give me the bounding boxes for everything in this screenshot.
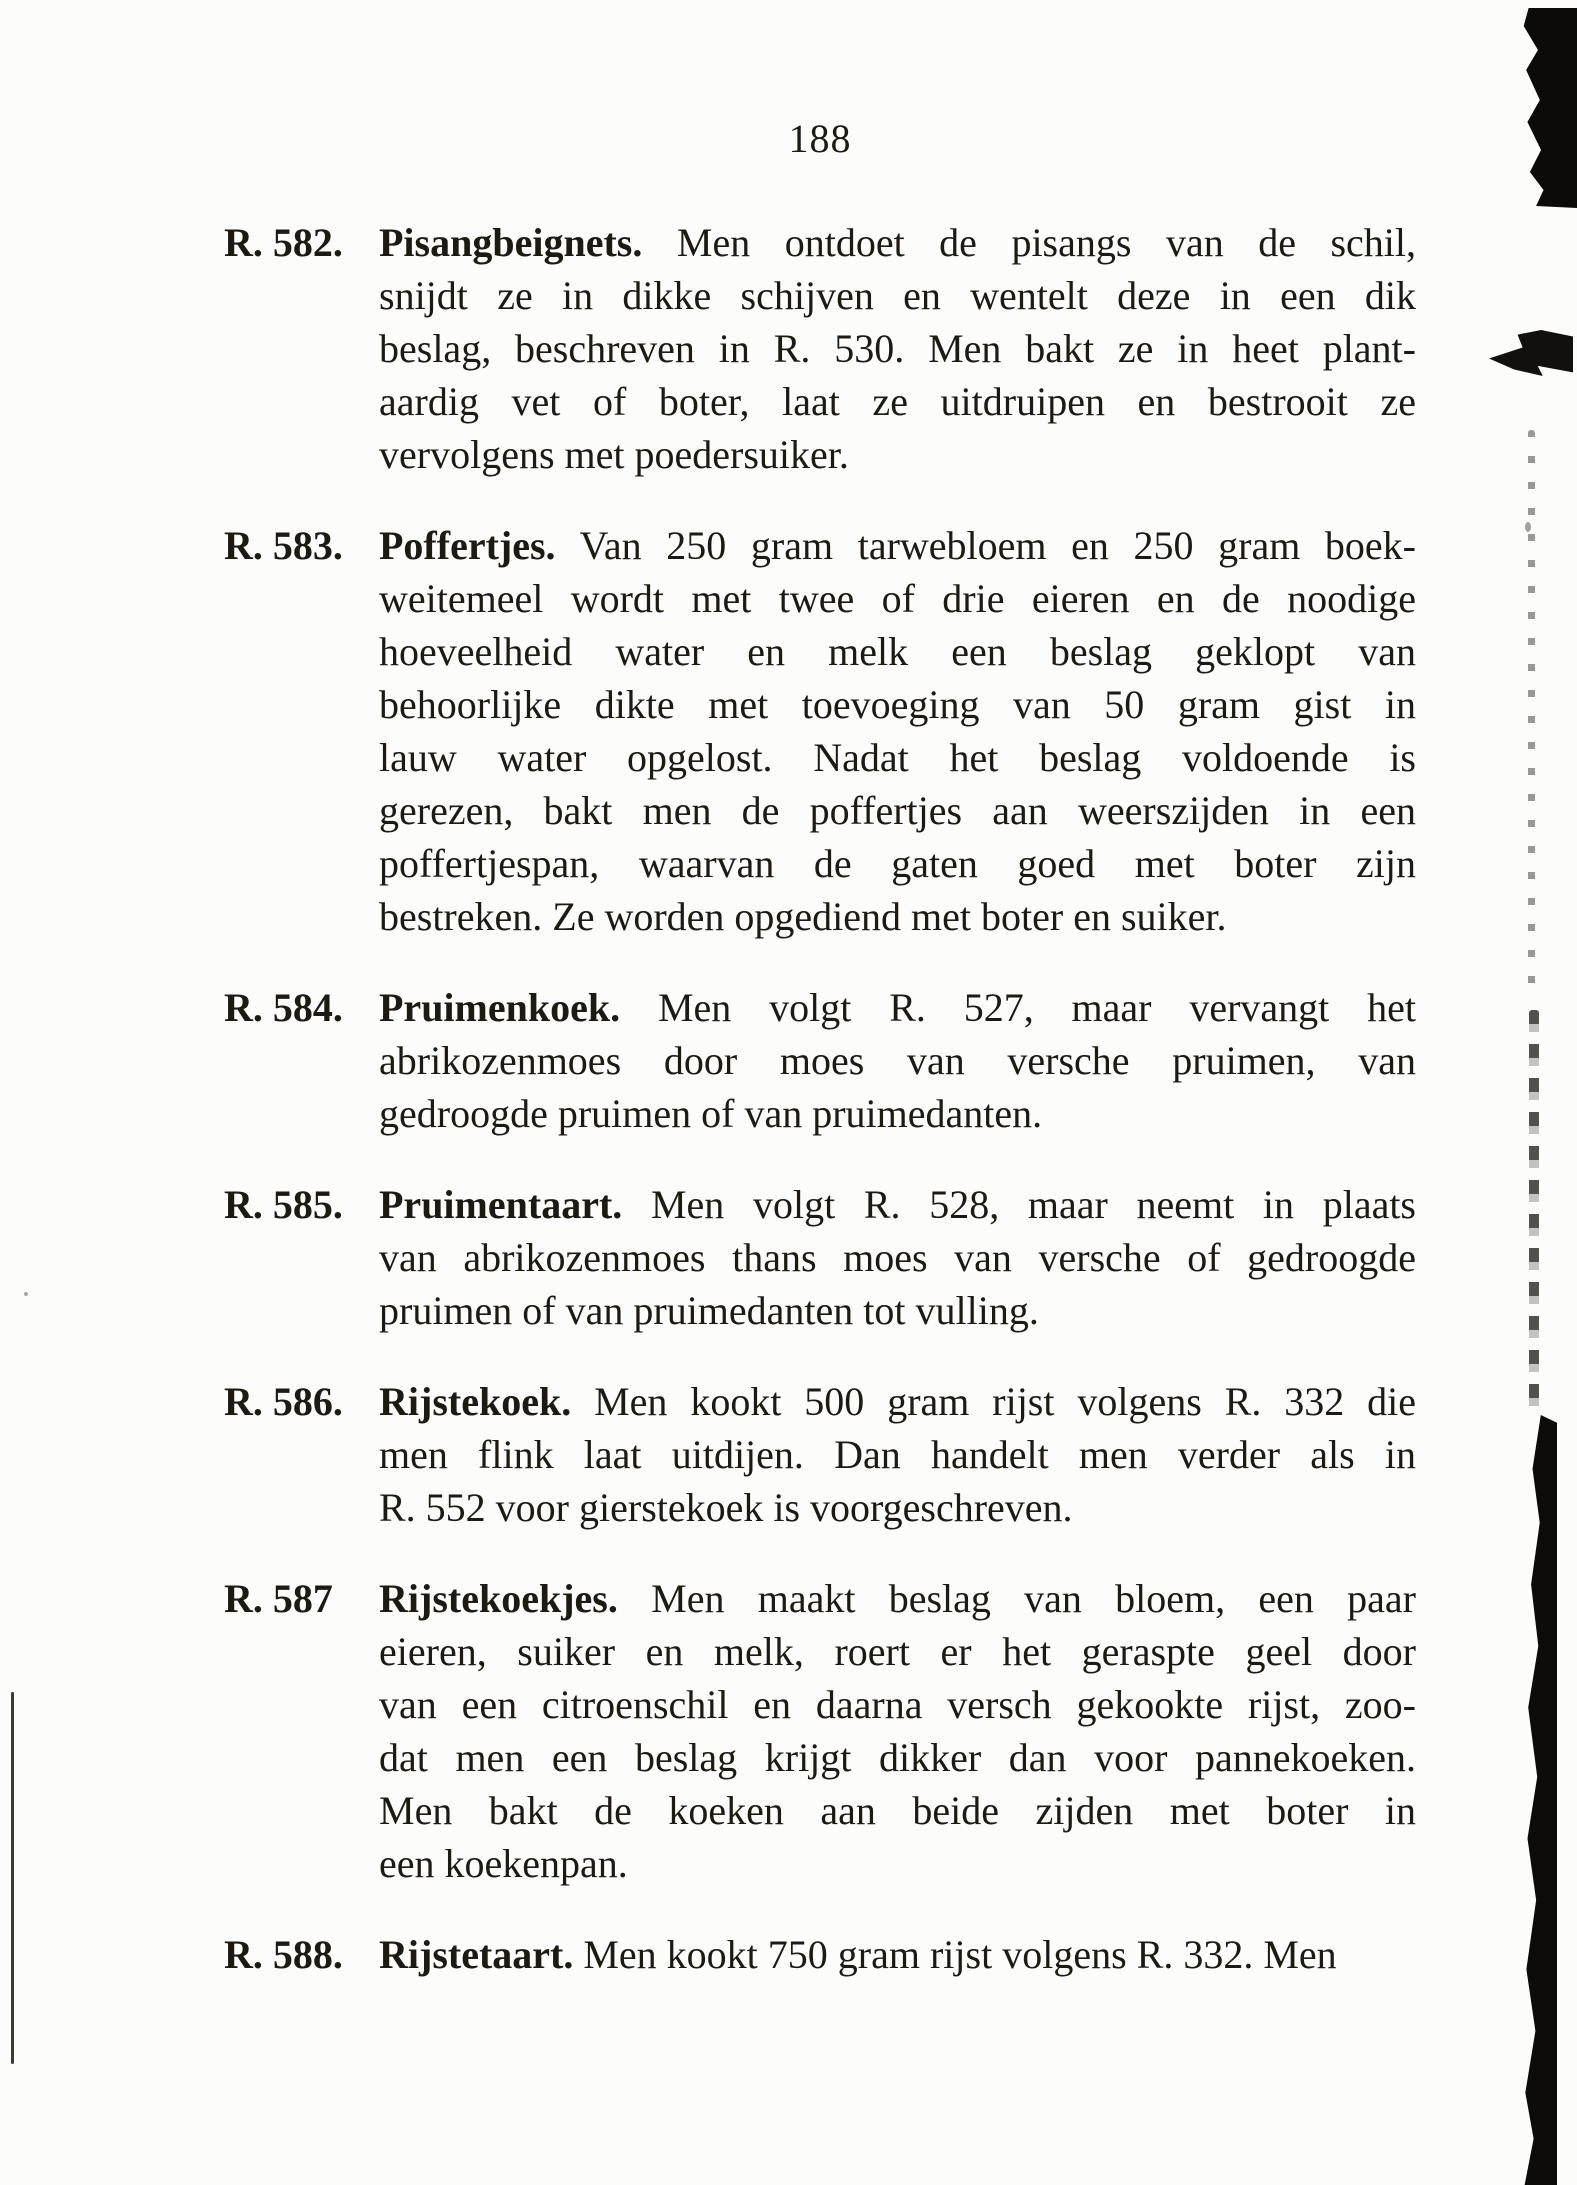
recipe-body bbox=[379, 981, 1416, 1140]
text-line bbox=[379, 216, 1416, 269]
recipe-text: Men kookt 500 gram rijst volgens R. 332 die bbox=[594, 1379, 1417, 1424]
text-line bbox=[379, 519, 1416, 572]
recipe-title: Rijstekoekjes. bbox=[379, 1576, 618, 1621]
recipe-title: Pruimenkoek. bbox=[379, 985, 621, 1030]
recipe-body bbox=[379, 1375, 1416, 1534]
recipe-body bbox=[379, 1572, 1416, 1890]
page-number: 188 bbox=[788, 116, 852, 161]
text-line: eieren, suiker en melk, roert er het geraspte geel door bbox=[379, 1629, 1416, 1674]
recipe-title: Pisangbeignets. bbox=[379, 220, 643, 265]
recipe-title: Poffertjes. bbox=[379, 523, 556, 568]
text-line: R. 552 voor gierstekoek is voorgeschreven. bbox=[379, 1485, 1073, 1530]
text-line: weitemeel wordt met twee of drie eieren en de noodige bbox=[379, 576, 1416, 621]
text-line: Men bakt de koeken aan beide zijden met boter in bbox=[379, 1788, 1416, 1833]
recipe-text: Van 250 gram tarwebloem en 250 gram boek- bbox=[579, 523, 1417, 568]
text-line: gerezen, bakt men de poffertjes aan weerszijden in een bbox=[379, 788, 1416, 833]
text-line: bestreken. Ze worden opgediend met boter en suiker. bbox=[379, 894, 1227, 939]
recipe-entry bbox=[224, 981, 1416, 1140]
text-line: snijdt ze in dikke schijven en wentelt deze in een dik bbox=[379, 273, 1416, 318]
text-line bbox=[379, 981, 1416, 1034]
text-line: van abrikozenmoes thans moes van versche of gedroogde bbox=[379, 1235, 1416, 1280]
text-line: aardig vet of boter, laat ze uitdruipen en bestrooit ze bbox=[379, 379, 1416, 424]
recipe-number: R. 582. bbox=[224, 220, 343, 265]
text-line: lauw water opgelost. Nadat het beslag voldoende is bbox=[379, 735, 1416, 780]
recipe-entry bbox=[224, 1375, 1416, 1534]
recipe-text: Men ontdoet de pisangs van de schil, bbox=[676, 220, 1417, 265]
recipe-text: Men volgt R. 527, maar vervangt het bbox=[657, 985, 1416, 1030]
text-line: abrikozenmoes door moes van versche pruimen, van bbox=[379, 1038, 1416, 1083]
recipe-list bbox=[224, 216, 1416, 1981]
recipe-number: R. 586. bbox=[224, 1379, 343, 1424]
recipe-entry bbox=[224, 1572, 1416, 1890]
text-line: vervolgens met poedersuiker. bbox=[379, 432, 849, 477]
text-line bbox=[379, 1928, 1416, 1981]
recipe-body bbox=[379, 1178, 1416, 1337]
recipe-number: R. 584. bbox=[224, 985, 343, 1030]
text-line: pruimen of van pruimedanten tot vulling. bbox=[379, 1288, 1039, 1333]
text-line: van een citroenschil en daarna versch gekookte rijst, zoo- bbox=[379, 1682, 1416, 1727]
recipe-body bbox=[379, 216, 1416, 481]
recipe-text: Men maakt beslag van bloem, een paar bbox=[651, 1576, 1417, 1621]
text-line: men flink laat uitdijen. Dan handelt men verder als in bbox=[379, 1432, 1416, 1477]
text-line: dat men een beslag krijgt dikker dan voor pannekoeken. bbox=[379, 1735, 1416, 1780]
recipe-text: Men volgt R. 528, maar neemt in plaats bbox=[650, 1182, 1416, 1227]
recipe-title: Rijstetaart. bbox=[379, 1932, 574, 1977]
text-line bbox=[379, 1375, 1416, 1428]
text-line: hoeveelheid water en melk een beslag geklopt van bbox=[379, 629, 1416, 674]
text-line bbox=[379, 1572, 1416, 1625]
recipe-entry bbox=[224, 519, 1416, 943]
recipe-title: Pruimentaart. bbox=[379, 1182, 623, 1227]
text-line bbox=[379, 1178, 1416, 1231]
recipe-body bbox=[379, 1928, 1416, 1981]
recipe-entry bbox=[224, 1178, 1416, 1337]
text-line: een koekenpan. bbox=[379, 1841, 628, 1886]
recipe-entry bbox=[224, 1928, 1416, 1981]
text-line: gedroogde pruimen of van pruimedanten. bbox=[379, 1091, 1043, 1136]
text-line: poffertjespan, waarvan de gaten goed met boter zijn bbox=[379, 841, 1416, 886]
text-line: beslag, beschreven in R. 530. Men bakt ze in heet plant- bbox=[379, 326, 1416, 371]
recipe-title: Rijstekoek. bbox=[379, 1379, 572, 1424]
recipe-number: R. 587 bbox=[224, 1576, 333, 1621]
recipe-number: R. 583. bbox=[224, 523, 343, 568]
recipe-number: R. 585. bbox=[224, 1182, 343, 1227]
recipe-number: R. 588. bbox=[224, 1932, 343, 1977]
recipe-body bbox=[379, 519, 1416, 943]
recipe-entry bbox=[224, 216, 1416, 481]
text-line: behoorlijke dikte met toevoeging van 50 gram gist in bbox=[379, 682, 1416, 727]
recipe-text: Men kookt 750 gram rijst volgens R. 332. Men bbox=[583, 1932, 1337, 1977]
